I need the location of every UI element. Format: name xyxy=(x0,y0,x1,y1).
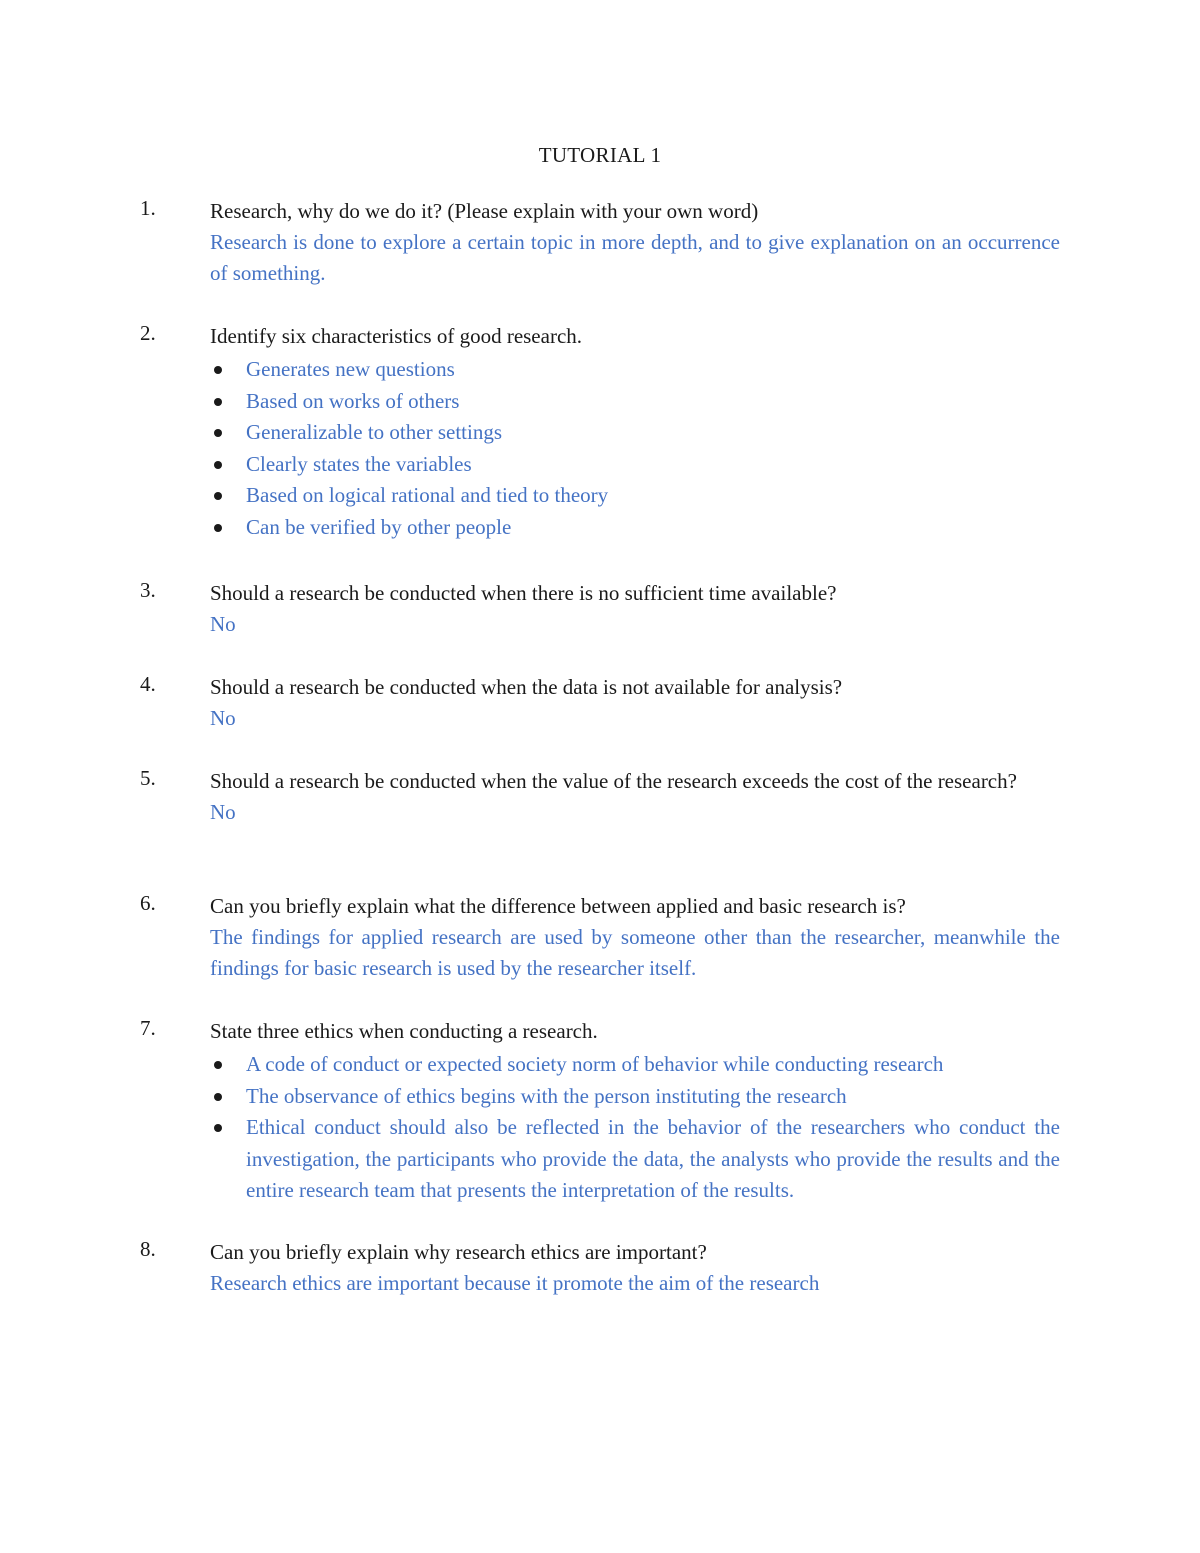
list-item: A code of conduct or expected society norm of behavior while conducting research xyxy=(210,1049,1060,1081)
list-item: Can be verified by other people xyxy=(210,512,1060,544)
question-number: 6. xyxy=(140,891,156,915)
question-text: Should a research be conducted when there is no sufficient time available? xyxy=(210,581,837,605)
bullet-icon xyxy=(214,461,222,469)
question-number: 1. xyxy=(140,196,156,220)
bullet-icon xyxy=(214,1093,222,1101)
answer-text: The findings for applied research are used by someone other than the researcher, meanwhile the findings for basic research is used by the researcher itself. xyxy=(210,925,1060,980)
question-number: 7. xyxy=(140,1016,156,1040)
list-item: Based on works of others xyxy=(210,386,1060,418)
question-text: State three ethics when conducting a research. xyxy=(210,1019,598,1043)
question-8 xyxy=(140,1237,1060,1299)
page-title: TUTORIAL 1 xyxy=(538,143,662,167)
list-item: The observance of ethics begins with the person instituting the research xyxy=(210,1081,1060,1113)
answer-text: No xyxy=(210,706,236,730)
answer-bullet-list xyxy=(210,354,1060,543)
list-item: Generalizable to other settings xyxy=(210,417,1060,449)
bullet-icon xyxy=(214,429,222,437)
question-1 xyxy=(140,196,1060,289)
list-item: Ethical conduct should also be reflected in the behavior of the researchers who conduct the investigation, the participants who provide the data, the analysts who provide the results and the entire research team that presents the interpretation of the results. xyxy=(210,1112,1060,1207)
question-3 xyxy=(140,578,1060,640)
question-text: Can you briefly explain why research ethics are important? xyxy=(210,1240,707,1264)
question-2 xyxy=(140,321,1060,543)
question-text: Can you briefly explain what the difference between applied and basic research is? xyxy=(210,894,906,918)
question-number: 3. xyxy=(140,578,156,602)
question-6 xyxy=(140,891,1060,984)
bullet-icon xyxy=(214,524,222,532)
question-text: Should a research be conducted when the value of the research exceeds the cost of the research? xyxy=(210,769,1017,793)
question-number: 8. xyxy=(140,1237,156,1261)
list-item: Based on logical rational and tied to theory xyxy=(210,480,1060,512)
answer-text: Research ethics are important because it promote the aim of the research xyxy=(210,1271,820,1295)
answer-text: No xyxy=(210,800,236,824)
question-7 xyxy=(140,1016,1060,1207)
question-number: 4. xyxy=(140,672,156,696)
list-item: Clearly states the variables xyxy=(210,449,1060,481)
question-number: 2. xyxy=(140,321,156,345)
bullet-icon xyxy=(214,492,222,500)
question-text: Research, why do we do it? (Please explain with your own word) xyxy=(210,199,759,223)
answer-text: Research is done to explore a certain topic in more depth, and to give explanation on an occurrence of something. xyxy=(210,230,1060,285)
question-5 xyxy=(140,766,1060,828)
answer-text: No xyxy=(210,612,236,636)
question-text: Should a research be conducted when the data is not available for analysis? xyxy=(210,675,843,699)
question-text: Identify six characteristics of good research. xyxy=(210,324,583,348)
question-4 xyxy=(140,672,1060,734)
bullet-icon xyxy=(214,366,222,374)
answer-bullet-list xyxy=(210,1049,1060,1207)
list-item: Generates new questions xyxy=(210,354,1060,386)
bullet-icon xyxy=(214,398,222,406)
question-number: 5. xyxy=(140,766,156,790)
bullet-icon xyxy=(214,1124,222,1132)
bullet-icon xyxy=(214,1061,222,1069)
